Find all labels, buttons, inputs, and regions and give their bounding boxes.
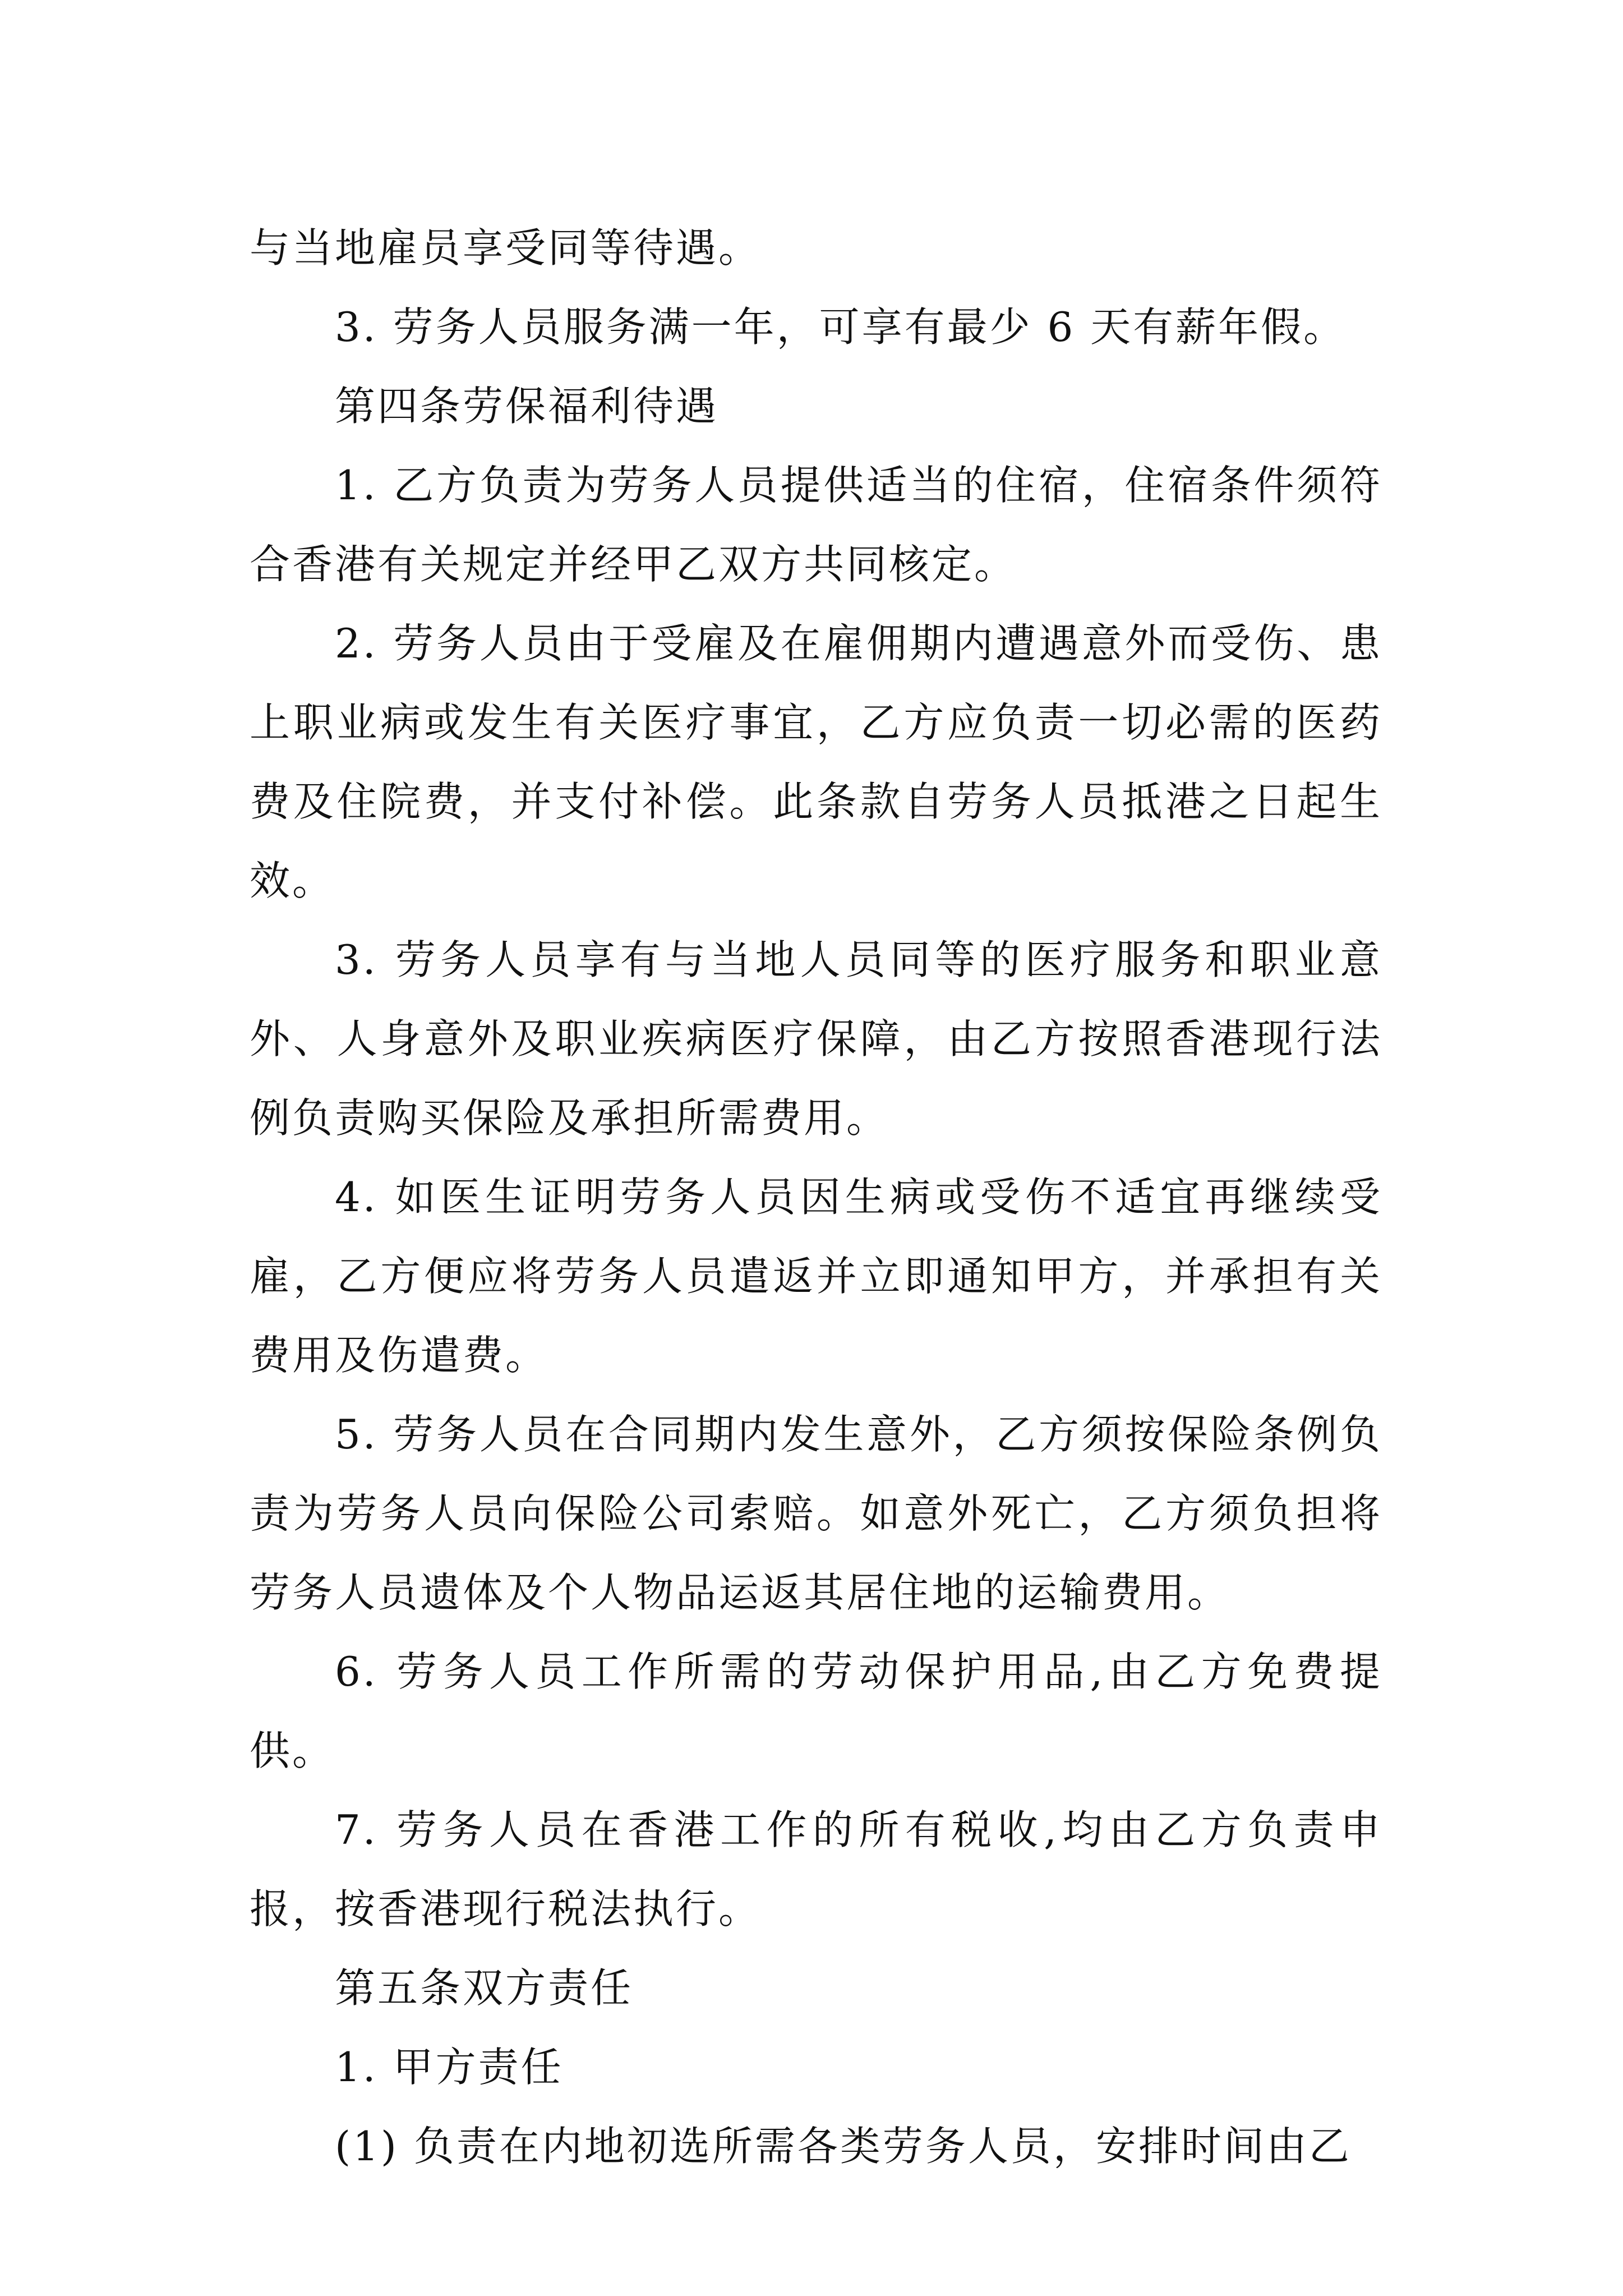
section-heading-article-5: 第五条双方责任 [335, 1964, 634, 2012]
paragraph-protective-equipment: 6. 劳务人员工作所需的劳动保护用品,由乙方免费提供。 [250, 1648, 1382, 1774]
document-body [250, 209, 1382, 2186]
paragraph-medical-insurance: 3. 劳务人员享有与当地人员同等的医疗服务和职业意外、人身意外及职业疾病医疗保障，由乙方按照香港现行法例负责购买保险及承担所需费用。 [250, 936, 1382, 1142]
paragraph-party-a-item-1: (1) 负责在内地初选所需各类劳务人员，安排时间由乙 [335, 2123, 1352, 2170]
subheading-party-a-duties: 1. 甲方责任 [335, 2044, 564, 2091]
paragraph-repatriation: 4. 如医生证明劳务人员因生病或受伤不适宜再继续受雇，乙方便应将劳务人员遣返并立即通知甲方，并承担有关费用及伤遣费。 [250, 1174, 1382, 1379]
paragraph-accident-claims: 5. 劳务人员在合同期内发生意外，乙方须按保险条例负责为劳务人员向保险公司索赔。如意外死亡，乙方须负担将劳务人员遗体及个人物品运返其居住地的运输费用。 [250, 1411, 1382, 1616]
paragraph-continuation: 与当地雇员享受同等待遇。 [250, 224, 762, 272]
paragraph-accommodation: 1. 乙方负责为劳务人员提供适当的住宿，住宿条件须符合香港有关规定并经甲乙双方共同核定。 [250, 462, 1382, 588]
paragraph-injury-medical: 2. 劳务人员由于受雇及在雇佣期内遭遇意外而受伤、患上职业病或发生有关医疗事宜，乙方应负责一切必需的医药费及住院费，并支付补偿。此条款自劳务人员抵港之日起生效。 [250, 620, 1382, 904]
paragraph-annual-leave: 3. 劳务人员服务满一年，可享有最少 6 天有薪年假。 [335, 303, 1347, 351]
section-heading-article-4: 第四条劳保福利待遇 [335, 383, 719, 430]
paragraph-taxation: 7. 劳务人员在香港工作的所有税收,均由乙方负责申报，按香港现行税法执行。 [250, 1806, 1382, 1932]
